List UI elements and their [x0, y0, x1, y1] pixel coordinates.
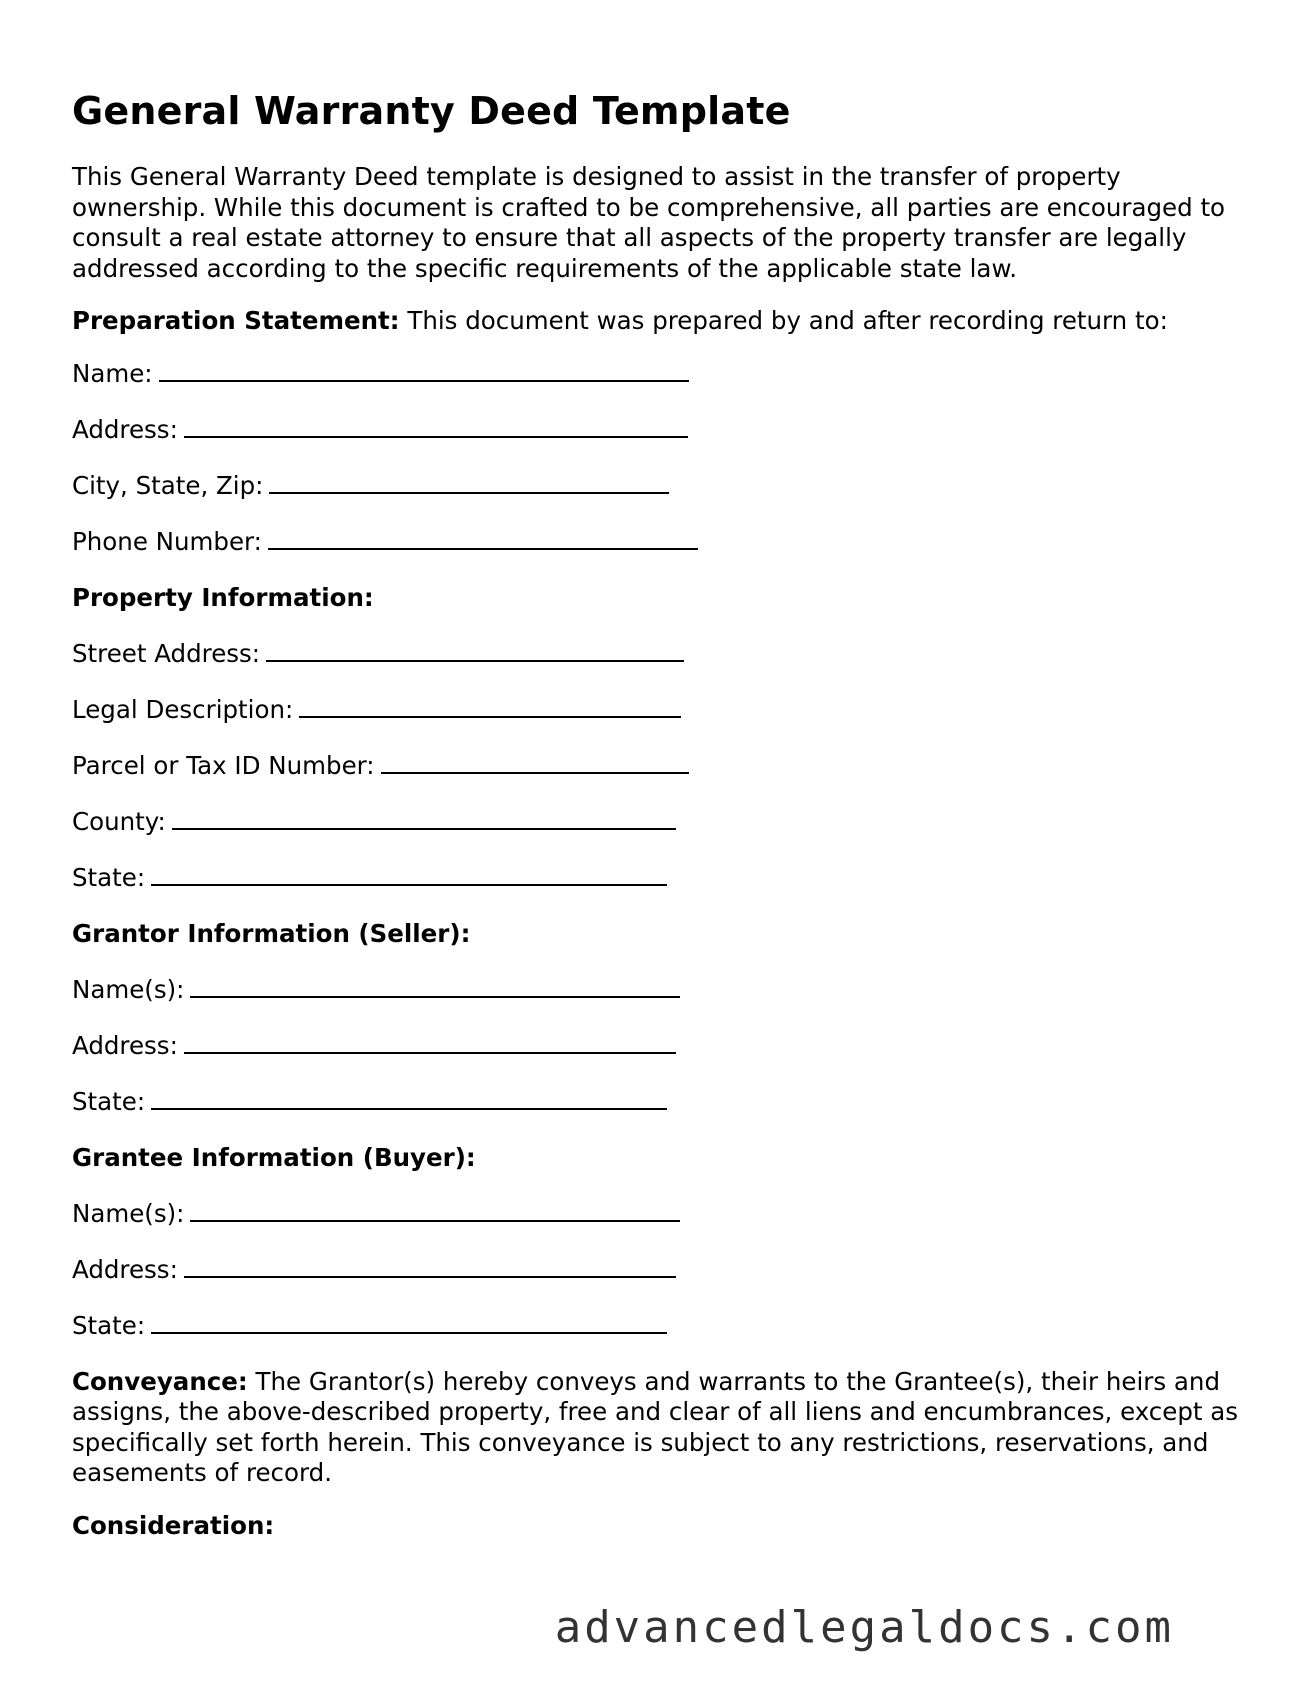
field-label: Name(s):	[72, 1198, 185, 1228]
grantor-state-field	[72, 1087, 1242, 1117]
document-page	[72, 88, 1242, 1567]
city-state-zip-input-line[interactable]	[269, 472, 669, 494]
grantee-heading: Grantee Information (Buyer):	[72, 1142, 476, 1172]
field-label: State:	[72, 862, 146, 892]
street-address-input-line[interactable]	[266, 640, 684, 662]
grantor-name-field	[72, 975, 1242, 1005]
legal-description-input-line[interactable]	[299, 696, 681, 718]
field-label: Name:	[72, 358, 153, 388]
field-label: State:	[72, 1086, 146, 1116]
grantor-address-input-line[interactable]	[184, 1032, 676, 1054]
field-label: State:	[72, 1310, 146, 1340]
property-state-input-line[interactable]	[151, 864, 667, 886]
county-field	[72, 807, 1242, 837]
grantee-address-input-line[interactable]	[184, 1256, 676, 1278]
legal-description-field	[72, 695, 1242, 725]
grantee-state-field	[72, 1311, 1242, 1341]
document-title: General Warranty Deed Template	[72, 89, 791, 133]
intro-paragraph: This General Warranty Deed template is designed to assist in the transfer of property ownership. While this document is crafted to be comprehensive, all parties are encouraged to consult a real estate attorney to ensure that all aspects of the property transfer are legally addressed according to the specific requirements of the applicable state law.	[72, 162, 1226, 283]
grantee-name-input-line[interactable]	[190, 1200, 680, 1222]
parcel-id-field	[72, 751, 1242, 781]
grantor-address-field	[72, 1031, 1242, 1061]
conveyance-label: Conveyance:	[72, 1366, 248, 1396]
preparation-label: Preparation Statement:	[72, 306, 400, 335]
field-label: Phone Number:	[72, 526, 262, 556]
field-label: Street Address:	[72, 638, 261, 668]
field-label: Address:	[72, 1030, 178, 1060]
grantor-name-input-line[interactable]	[190, 976, 680, 998]
preparation-text: This document was prepared by and after recording return to:	[399, 306, 1168, 335]
street-address-field	[72, 639, 1242, 669]
property-state-field	[72, 863, 1242, 893]
preparation-statement	[72, 306, 1242, 337]
conveyance-text: The Grantor(s) hereby conveys and warrants to the Grantee(s), their heirs and assigns, the above-described property, free and clear of all liens and encumbrances, except as specifically set forth herein. This conveyance is subject to any restrictions, reservations, and easements of record.	[72, 1366, 1239, 1487]
address-input-line[interactable]	[184, 416, 688, 438]
prep-city-state-zip-field	[72, 471, 1242, 501]
phone-input-line[interactable]	[268, 528, 698, 550]
grantee-state-input-line[interactable]	[151, 1312, 667, 1334]
prep-name-field	[72, 359, 1242, 389]
conveyance-paragraph	[72, 1367, 1242, 1489]
field-label: County:	[72, 806, 166, 836]
county-input-line[interactable]	[172, 808, 676, 830]
field-label: Address:	[72, 414, 178, 444]
field-label: Name(s):	[72, 974, 185, 1004]
field-label: Legal Description:	[72, 694, 294, 724]
field-label: Address:	[72, 1254, 178, 1284]
name-input-line[interactable]	[159, 360, 689, 382]
parcel-id-input-line[interactable]	[381, 752, 689, 774]
field-label: City, State, Zip:	[72, 470, 264, 500]
prep-phone-field	[72, 527, 1242, 557]
grantor-state-input-line[interactable]	[151, 1088, 667, 1110]
grantor-heading: Grantor Information (Seller):	[72, 918, 471, 948]
grantee-address-field	[72, 1255, 1242, 1285]
watermark: advancedlegaldocs.com	[554, 1602, 1174, 1653]
property-heading: Property Information:	[72, 582, 374, 612]
grantee-name-field	[72, 1199, 1242, 1229]
consideration-heading: Consideration:	[72, 1510, 275, 1540]
prep-address-field	[72, 415, 1242, 445]
field-label: Parcel or Tax ID Number:	[72, 750, 375, 780]
